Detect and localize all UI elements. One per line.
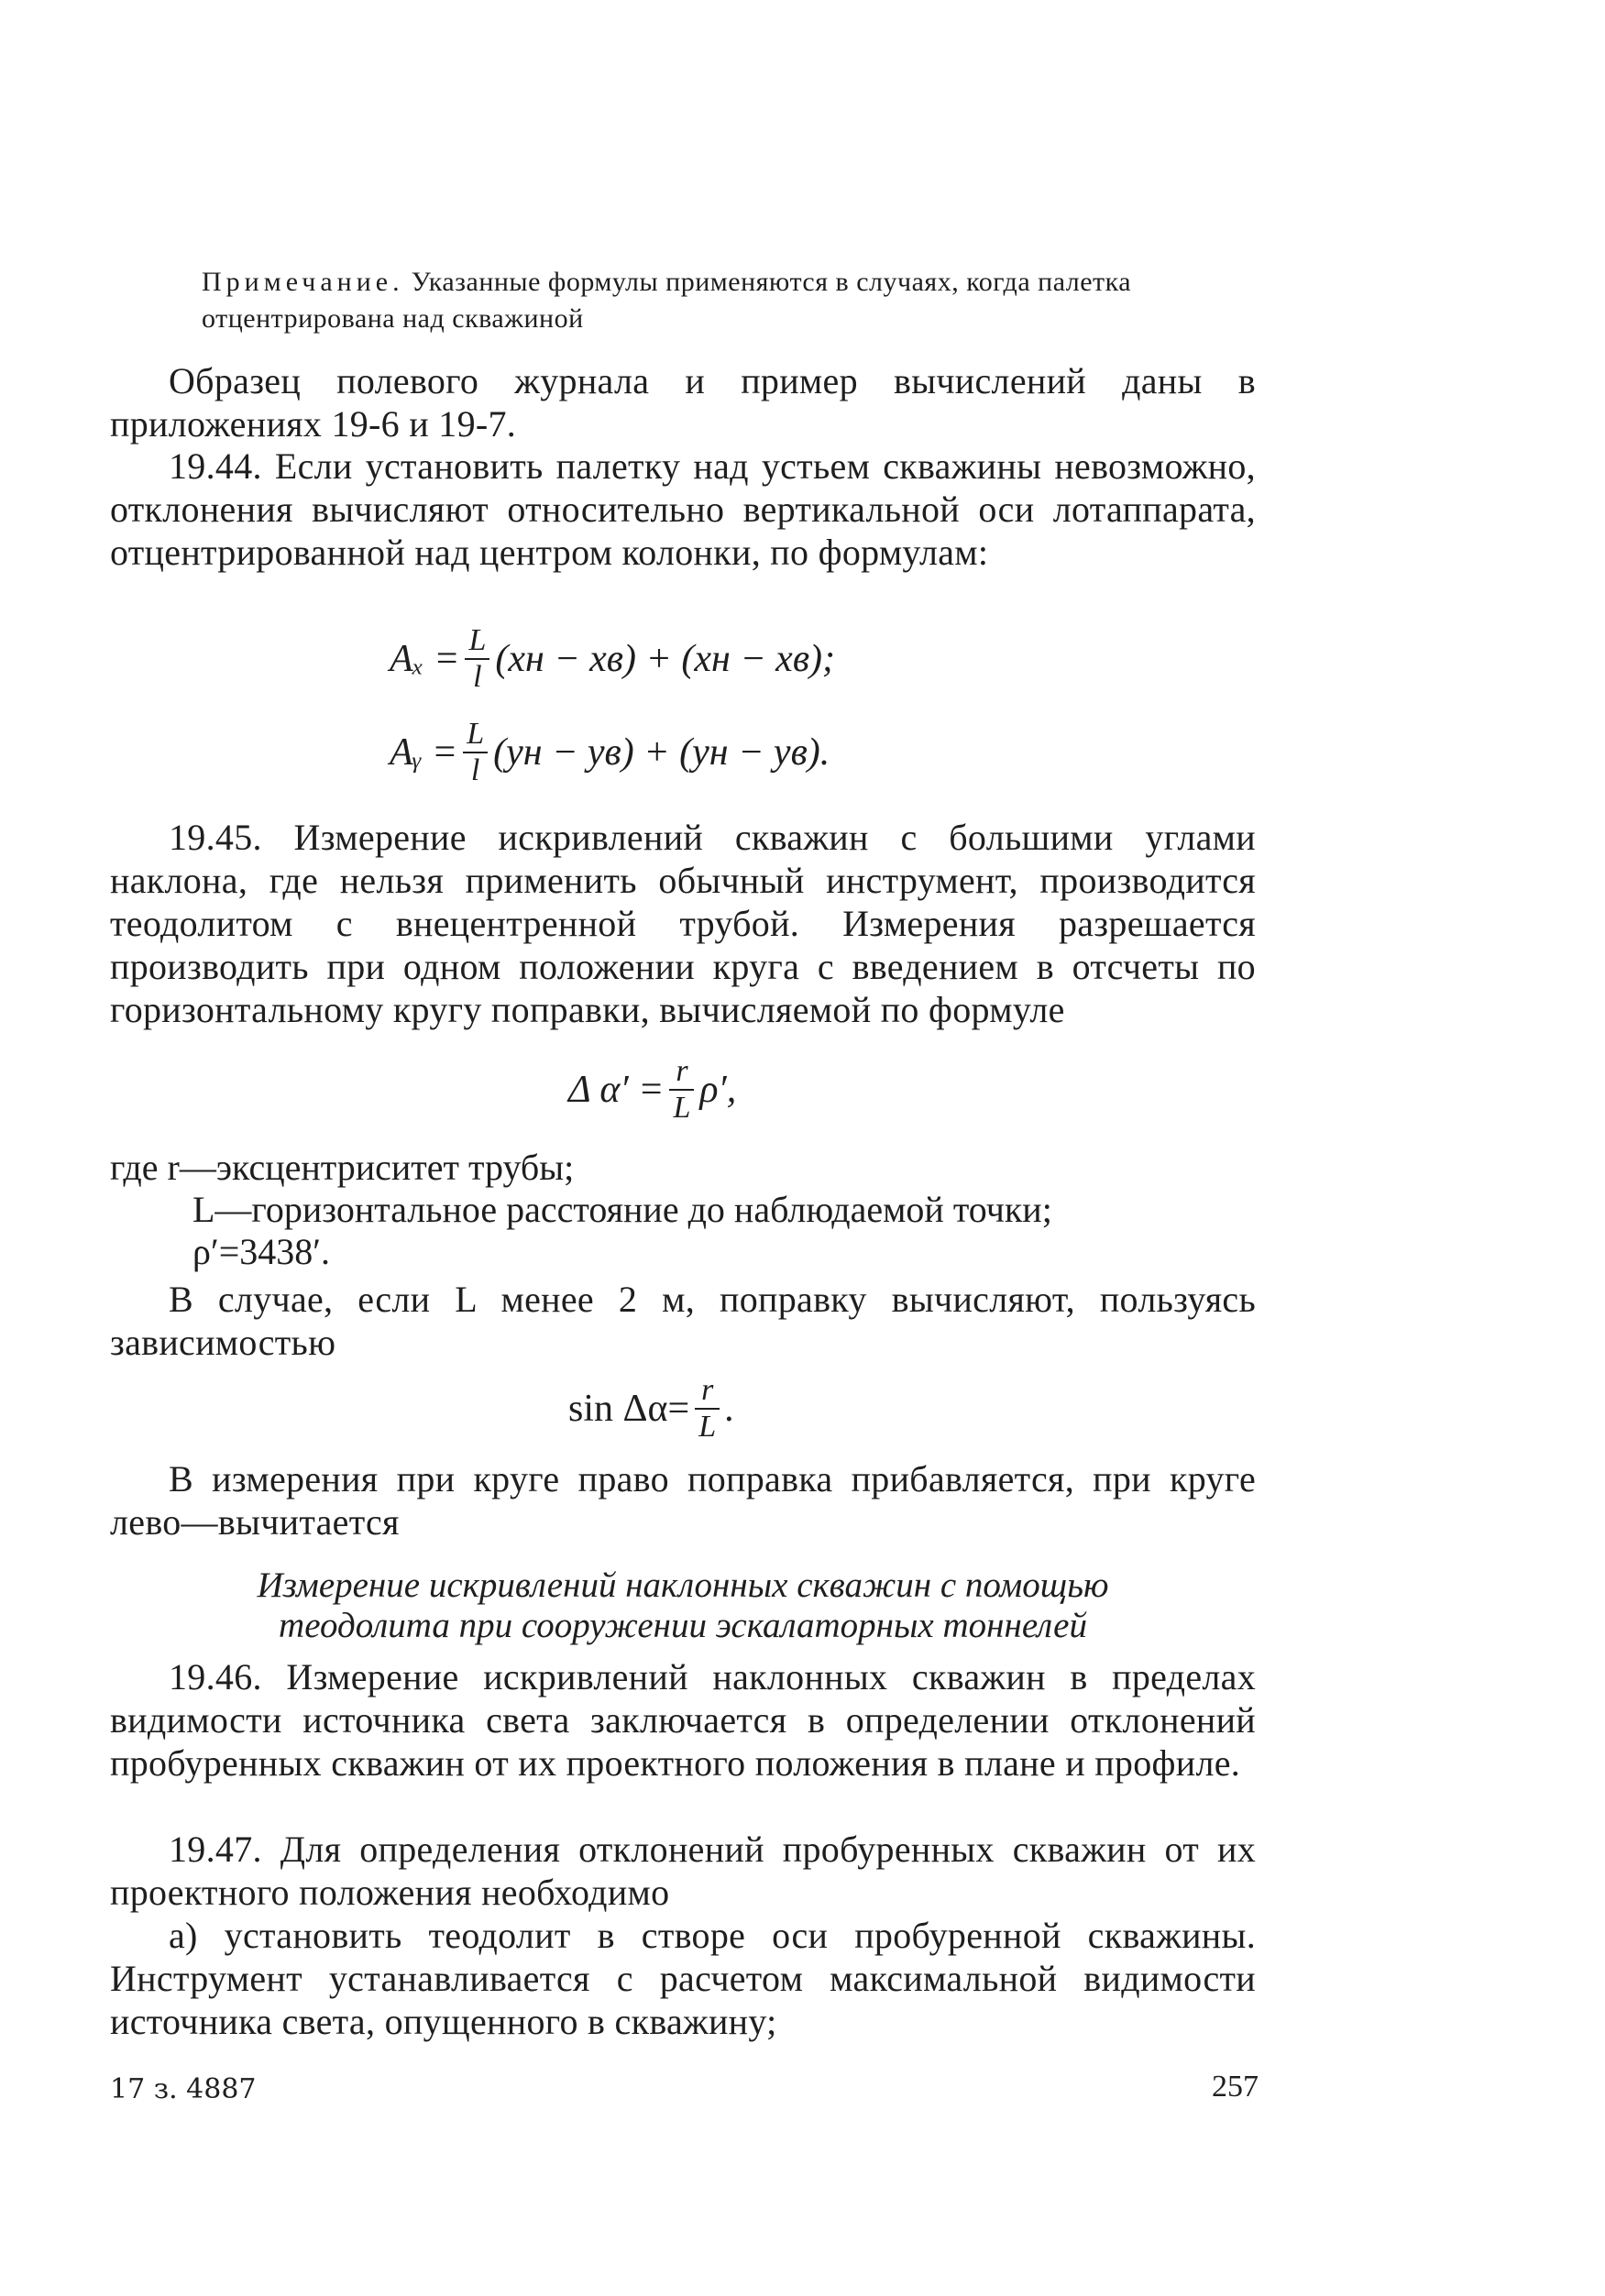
formula-sin-fraction xyxy=(695,1373,720,1445)
formula-sin-rhs: . xyxy=(725,1388,735,1430)
paragraph-19-47: 19.47. Для определения отклонений пробуренных скважин от их проектного положения необходимо xyxy=(110,1829,1256,1913)
formula-ay-numerator: L xyxy=(467,717,485,751)
variable-r: где r—эксцентриситет трубы; xyxy=(110,1147,575,1188)
formula-delta-alpha-numerator: r xyxy=(676,1054,688,1088)
formula-ay-lhs: Aᵧ = xyxy=(390,731,458,774)
paragraph-19-46: 19.46. Измерение искривлений наклонных скважин в пределах видимости источника света заключается в определении отклонений пробуренных скважин от их проектного положения в плане и профиле. xyxy=(110,1656,1256,1784)
note-text: Указанные формулы применяются в случаях, когда палетка отцентрирована над скважиной xyxy=(202,267,1132,334)
formula-sin-lhs: sin Δα= xyxy=(568,1388,690,1430)
section-heading-line-2: теодолита при сооружении эскалаторных тоннелей xyxy=(279,1606,1087,1645)
variable-rho: ρ′=3438′. xyxy=(192,1231,331,1272)
formula-ay-rhs: (yн − yв) + (yн − yв). xyxy=(493,731,830,774)
formula-ay-denominator: l xyxy=(470,753,480,787)
variable-L: L—горизонтальное расстояние до наблюдаемой точки; xyxy=(192,1189,1052,1230)
paragraph-circle-correction: В измерения при круге право поправка прибавляется, при круге лево—вычитается xyxy=(110,1458,1256,1543)
paragraph-journal-sample: Образец полевого журнала и пример вычислений даны в приложениях 19-6 и 19-7. xyxy=(110,360,1256,445)
formula-delta-alpha-lhs: Δ α′ = xyxy=(568,1069,665,1111)
formula-sin-numerator: r xyxy=(701,1373,714,1407)
paragraph-item-a: а) установить теодолит в створе оси пробуренной скважины. Инструмент устанавливается с расчетом максимальной видимости источника света, опущенного в скважину; xyxy=(110,1915,1256,2042)
paragraph-19-44: 19.44. Если установить палетку над устьем скважины невозможно, отклонения вычисляют относительно вертикальной оси лотаппарата, отцентрированной над центром колонки, по формулам: xyxy=(110,445,1256,573)
paragraph-L-case: В случае, если L менее 2 м, поправку вычисляют, пользуясь зависимостью xyxy=(110,1279,1256,1363)
formula-ax-numerator: L xyxy=(468,623,487,657)
page-number: 257 xyxy=(1212,2070,1259,2104)
formula-ax-denominator: l xyxy=(473,660,482,694)
formula-delta-alpha-fraction xyxy=(669,1054,694,1126)
formula-sin xyxy=(568,1373,735,1445)
paragraph-19-45: 19.45. Измерение искривлений скважин с большими углами наклона, где нельзя применить обычный инструмент, производится теодолитом с внецентренной трубой. Измерения разрешается производить при одном положении круга с введением в отсчеты по горизонтальному кругу поправки, вычисляемой по формуле xyxy=(110,817,1256,1030)
formula-ax-rhs: (xн − xв) + (xн − xв); xyxy=(495,638,836,680)
formula-delta-alpha-denominator: L xyxy=(673,1091,691,1125)
formula-delta-alpha-rhs: ρ′, xyxy=(699,1069,737,1111)
formula-ax-lhs: Aₓ = xyxy=(390,638,460,680)
formula-ax xyxy=(390,623,835,695)
note-label: Примечание. xyxy=(202,267,404,297)
printer-signature: 17 з. 4887 xyxy=(110,2073,257,2105)
formula-sin-denominator: L xyxy=(698,1410,717,1444)
note-block xyxy=(202,264,1302,337)
formula-delta-alpha xyxy=(568,1054,736,1126)
section-heading-line-1: Измерение искривлений наклонных скважин с помощью xyxy=(257,1565,1109,1605)
formula-ax-fraction xyxy=(465,623,489,695)
formula-ay-fraction xyxy=(463,717,488,788)
formula-ay xyxy=(390,717,830,788)
